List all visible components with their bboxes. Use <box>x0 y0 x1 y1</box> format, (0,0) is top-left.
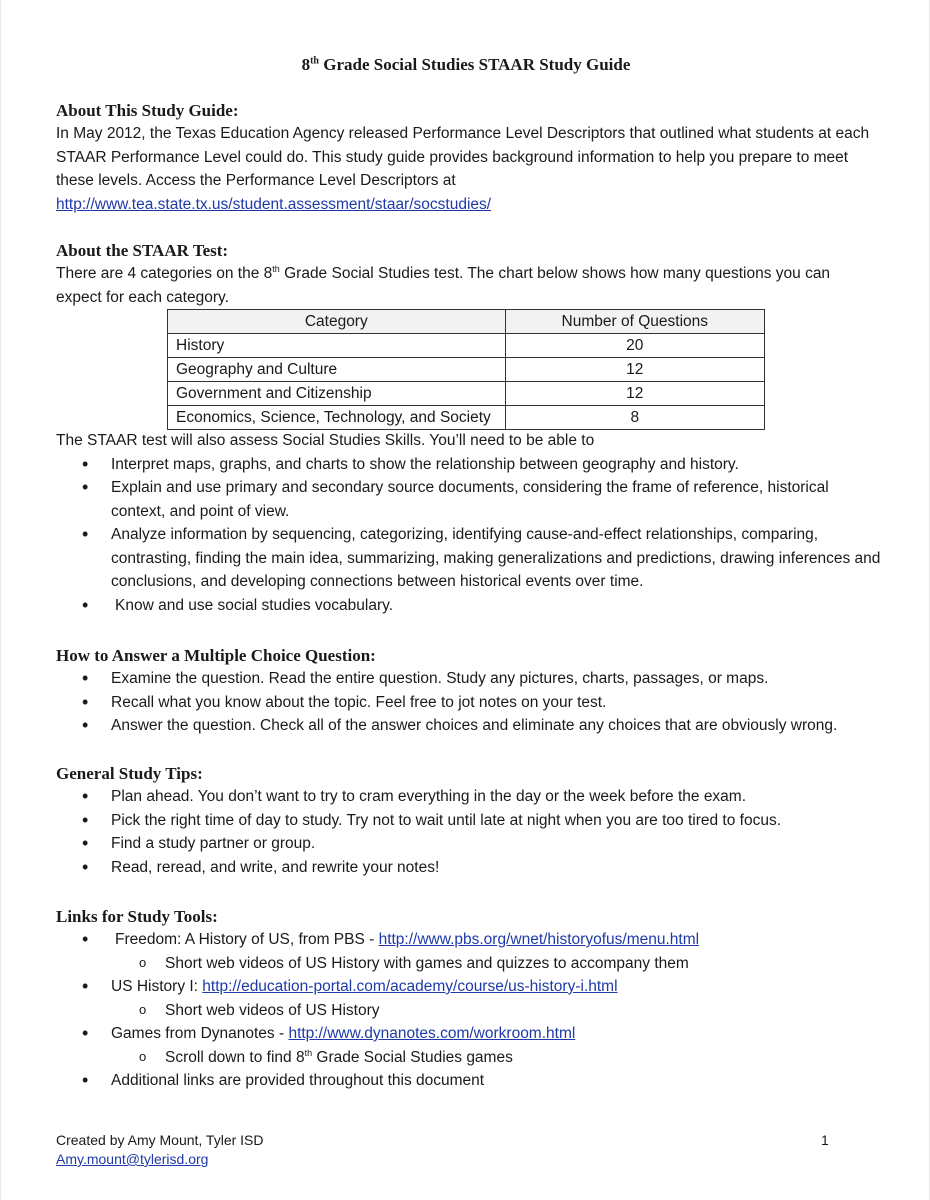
links-list <box>56 928 876 1093</box>
list-item: • Answer the question. Check all of the answer choices and eliminate any choices that are obviously wrong. <box>56 714 876 738</box>
pbs-link[interactable]: http://www.pbs.org/wnet/historyofus/menu.html <box>378 931 700 948</box>
list-item: • Read, reread, and write, and rewrite your notes! <box>56 856 876 880</box>
count-cell: 8 <box>505 406 764 430</box>
list-item: • Explain and use primary and secondary source documents, considering the frame of reference, historical context, and point of view. <box>56 476 886 523</box>
category-cell: Economics, Science, Technology, and Society <box>168 406 506 430</box>
about-test-section <box>56 239 876 309</box>
table-row <box>168 382 765 406</box>
list-item: • Know and use social studies vocabulary. <box>56 594 886 618</box>
count-cell: 12 <box>505 382 764 406</box>
skills-section <box>56 429 886 617</box>
count-cell: 12 <box>505 358 764 382</box>
category-table <box>167 309 765 430</box>
count-cell: 20 <box>505 334 764 358</box>
page-title: 8th Grade Social Studies STAAR Study Guide <box>301 55 631 74</box>
study-tips-list <box>56 785 876 879</box>
list-item: • Recall what you know about the topic. Feel free to jot notes on your test. <box>56 691 876 715</box>
questions-column-header: Number of Questions <box>505 310 764 334</box>
list-item: • Pick the right time of day to study. Try not to wait until late at night when you are too tired to focus. <box>56 809 876 833</box>
about-guide-heading: About This Study Guide: <box>56 101 239 120</box>
list-item: • Examine the question. Read the entire question. Study any pictures, charts, passages, or maps. <box>56 667 876 691</box>
study-tips-heading: General Study Tips: <box>56 764 203 783</box>
sub-list-item: o Short web videos of US History with games and quizzes to accompany them <box>56 952 876 976</box>
links-section <box>56 905 876 1093</box>
list-item: • Interpret maps, graphs, and charts to show the relationship between geography and history. <box>56 453 886 477</box>
multiple-choice-heading: How to Answer a Multiple Choice Question: <box>56 646 376 665</box>
list-item: • US History I: http://education-portal.com/academy/course/us-history-i.html <box>56 975 876 999</box>
table-row <box>168 358 765 382</box>
skills-intro: The STAAR test will also assess Social Studies Skills. You’ll need to be able to <box>56 432 595 449</box>
list-item: • Freedom: A History of US, from PBS - http://www.pbs.org/wnet/historyofus/menu.html <box>56 928 876 952</box>
list-item: • Games from Dynanotes - http://www.dynanotes.com/workroom.html <box>56 1022 876 1046</box>
skills-list <box>56 453 886 618</box>
category-cell: Geography and Culture <box>168 358 506 382</box>
about-test-heading: About the STAAR Test: <box>56 241 229 260</box>
education-portal-link[interactable]: http://education-portal.com/academy/course/us-history-i.html <box>202 978 618 995</box>
category-cell: History <box>168 334 506 358</box>
about-test-text: There are 4 categories on the 8th Grade Social Studies test. The chart below shows how many questions you can expect for each category. <box>56 263 831 306</box>
table-row <box>168 406 765 430</box>
list-item: • Find a study partner or group. <box>56 832 876 856</box>
links-heading: Links for Study Tools: <box>56 907 218 926</box>
footer-author: Created by Amy Mount, Tyler ISD <box>56 1132 264 1148</box>
footer <box>56 1131 264 1169</box>
page-number: 1 <box>821 1132 829 1148</box>
list-item: • Plan ahead. You don’t want to try to cram everything in the day or the week before the exam. <box>56 785 876 809</box>
dynanotes-link[interactable]: http://www.dynanotes.com/workroom.html <box>288 1025 576 1042</box>
about-guide-text: In May 2012, the Texas Education Agency released Performance Level Descriptors that outlined what students at each STAAR Performance Level could do. This study guide provides background information to help you prepare to meet these levels. Access the Performance Level Descriptors at <box>56 125 870 189</box>
about-guide-section <box>56 99 876 216</box>
sub-list-item: o Scroll down to find 8th Grade Social Studies games <box>56 1046 876 1070</box>
sub-list-item: o Short web videos of US History <box>56 999 876 1023</box>
list-item: • Analyze information by sequencing, categorizing, identifying cause-and-effect relationships, comparing, contrasting, finding the main idea, summarizing, making generalizations and predictions, drawing inferences and conclusions, and developing connections between historical events over time. <box>56 523 886 594</box>
tea-link[interactable]: http://www.tea.state.tx.us/student.assessment/staar/socstudies/ <box>56 195 492 213</box>
category-column-header: Category <box>168 310 506 334</box>
study-tips-section <box>56 762 876 879</box>
category-cell: Government and Citizenship <box>168 382 506 406</box>
author-email-link[interactable]: Amy.mount@tylerisd.org <box>56 1151 209 1167</box>
multiple-choice-list <box>56 667 876 738</box>
multiple-choice-section <box>56 644 876 738</box>
table-header-row <box>168 310 765 334</box>
list-item: • Additional links are provided throughout this document <box>56 1069 876 1093</box>
table-row <box>168 334 765 358</box>
